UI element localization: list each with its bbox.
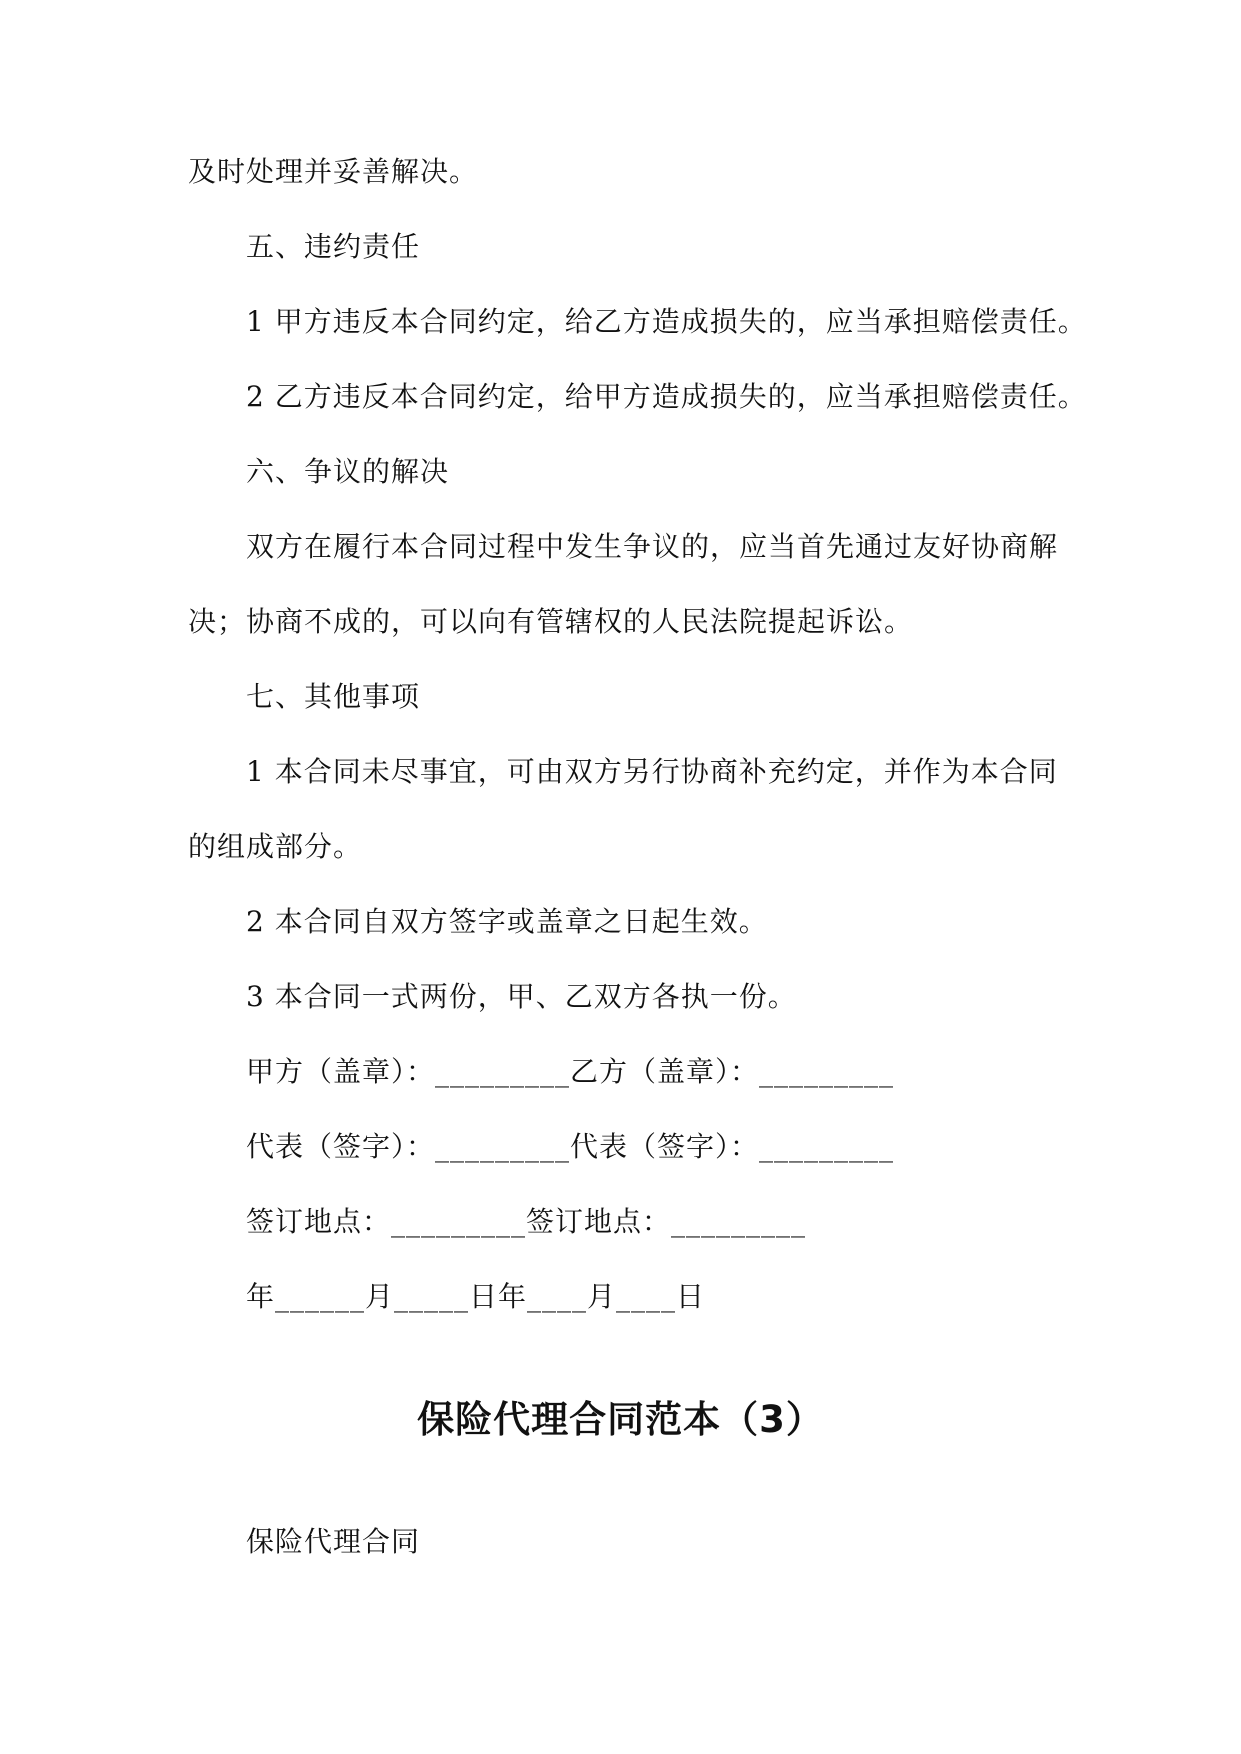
heading-breach-liability: 五、违约责任	[246, 230, 421, 263]
heading-other-matters: 七、其他事项	[246, 680, 421, 713]
section-title: 保险代理合同范本（3）	[417, 1398, 824, 1441]
signature-representative-line: 代表（签字）：_________代表（签字）：_________	[246, 1130, 895, 1163]
clause-5-2: 2 乙方违反本合同约定，给甲方造成损失的，应当承担赔偿责任。	[246, 380, 1087, 413]
clause-5-1: 1 甲方违反本合同约定，给乙方造成损失的，应当承担赔偿责任。	[246, 305, 1087, 338]
signing-date-line: 年______月_____日年____月____日	[246, 1280, 706, 1313]
signature-seal-line: 甲方（盖章）：_________乙方（盖章）：_________	[246, 1055, 895, 1088]
clause-7-1-line-2: 的组成部分。	[188, 830, 363, 863]
contract-subheading: 保险代理合同	[246, 1525, 421, 1558]
clause-7-3: 3 本合同一式两份，甲、乙双方各执一份。	[246, 980, 797, 1013]
heading-dispute-resolution: 六、争议的解决	[246, 455, 450, 488]
clause-7-1-line-1: 1 本合同未尽事宜，可由双方另行协商补充约定，并作为本合同	[246, 755, 1058, 788]
clause-7-2: 2 本合同自双方签字或盖章之日起生效。	[246, 905, 768, 938]
dispute-paragraph-line-1: 双方在履行本合同过程中发生争议的，应当首先通过友好协商解	[246, 530, 1059, 563]
paragraph-continuation: 及时处理并妥善解决。	[188, 155, 479, 188]
dispute-paragraph-line-2: 决；协商不成的，可以向有管辖权的人民法院提起诉讼。	[188, 605, 914, 638]
signing-location-line: 签订地点：_________签订地点：_________	[246, 1205, 807, 1238]
